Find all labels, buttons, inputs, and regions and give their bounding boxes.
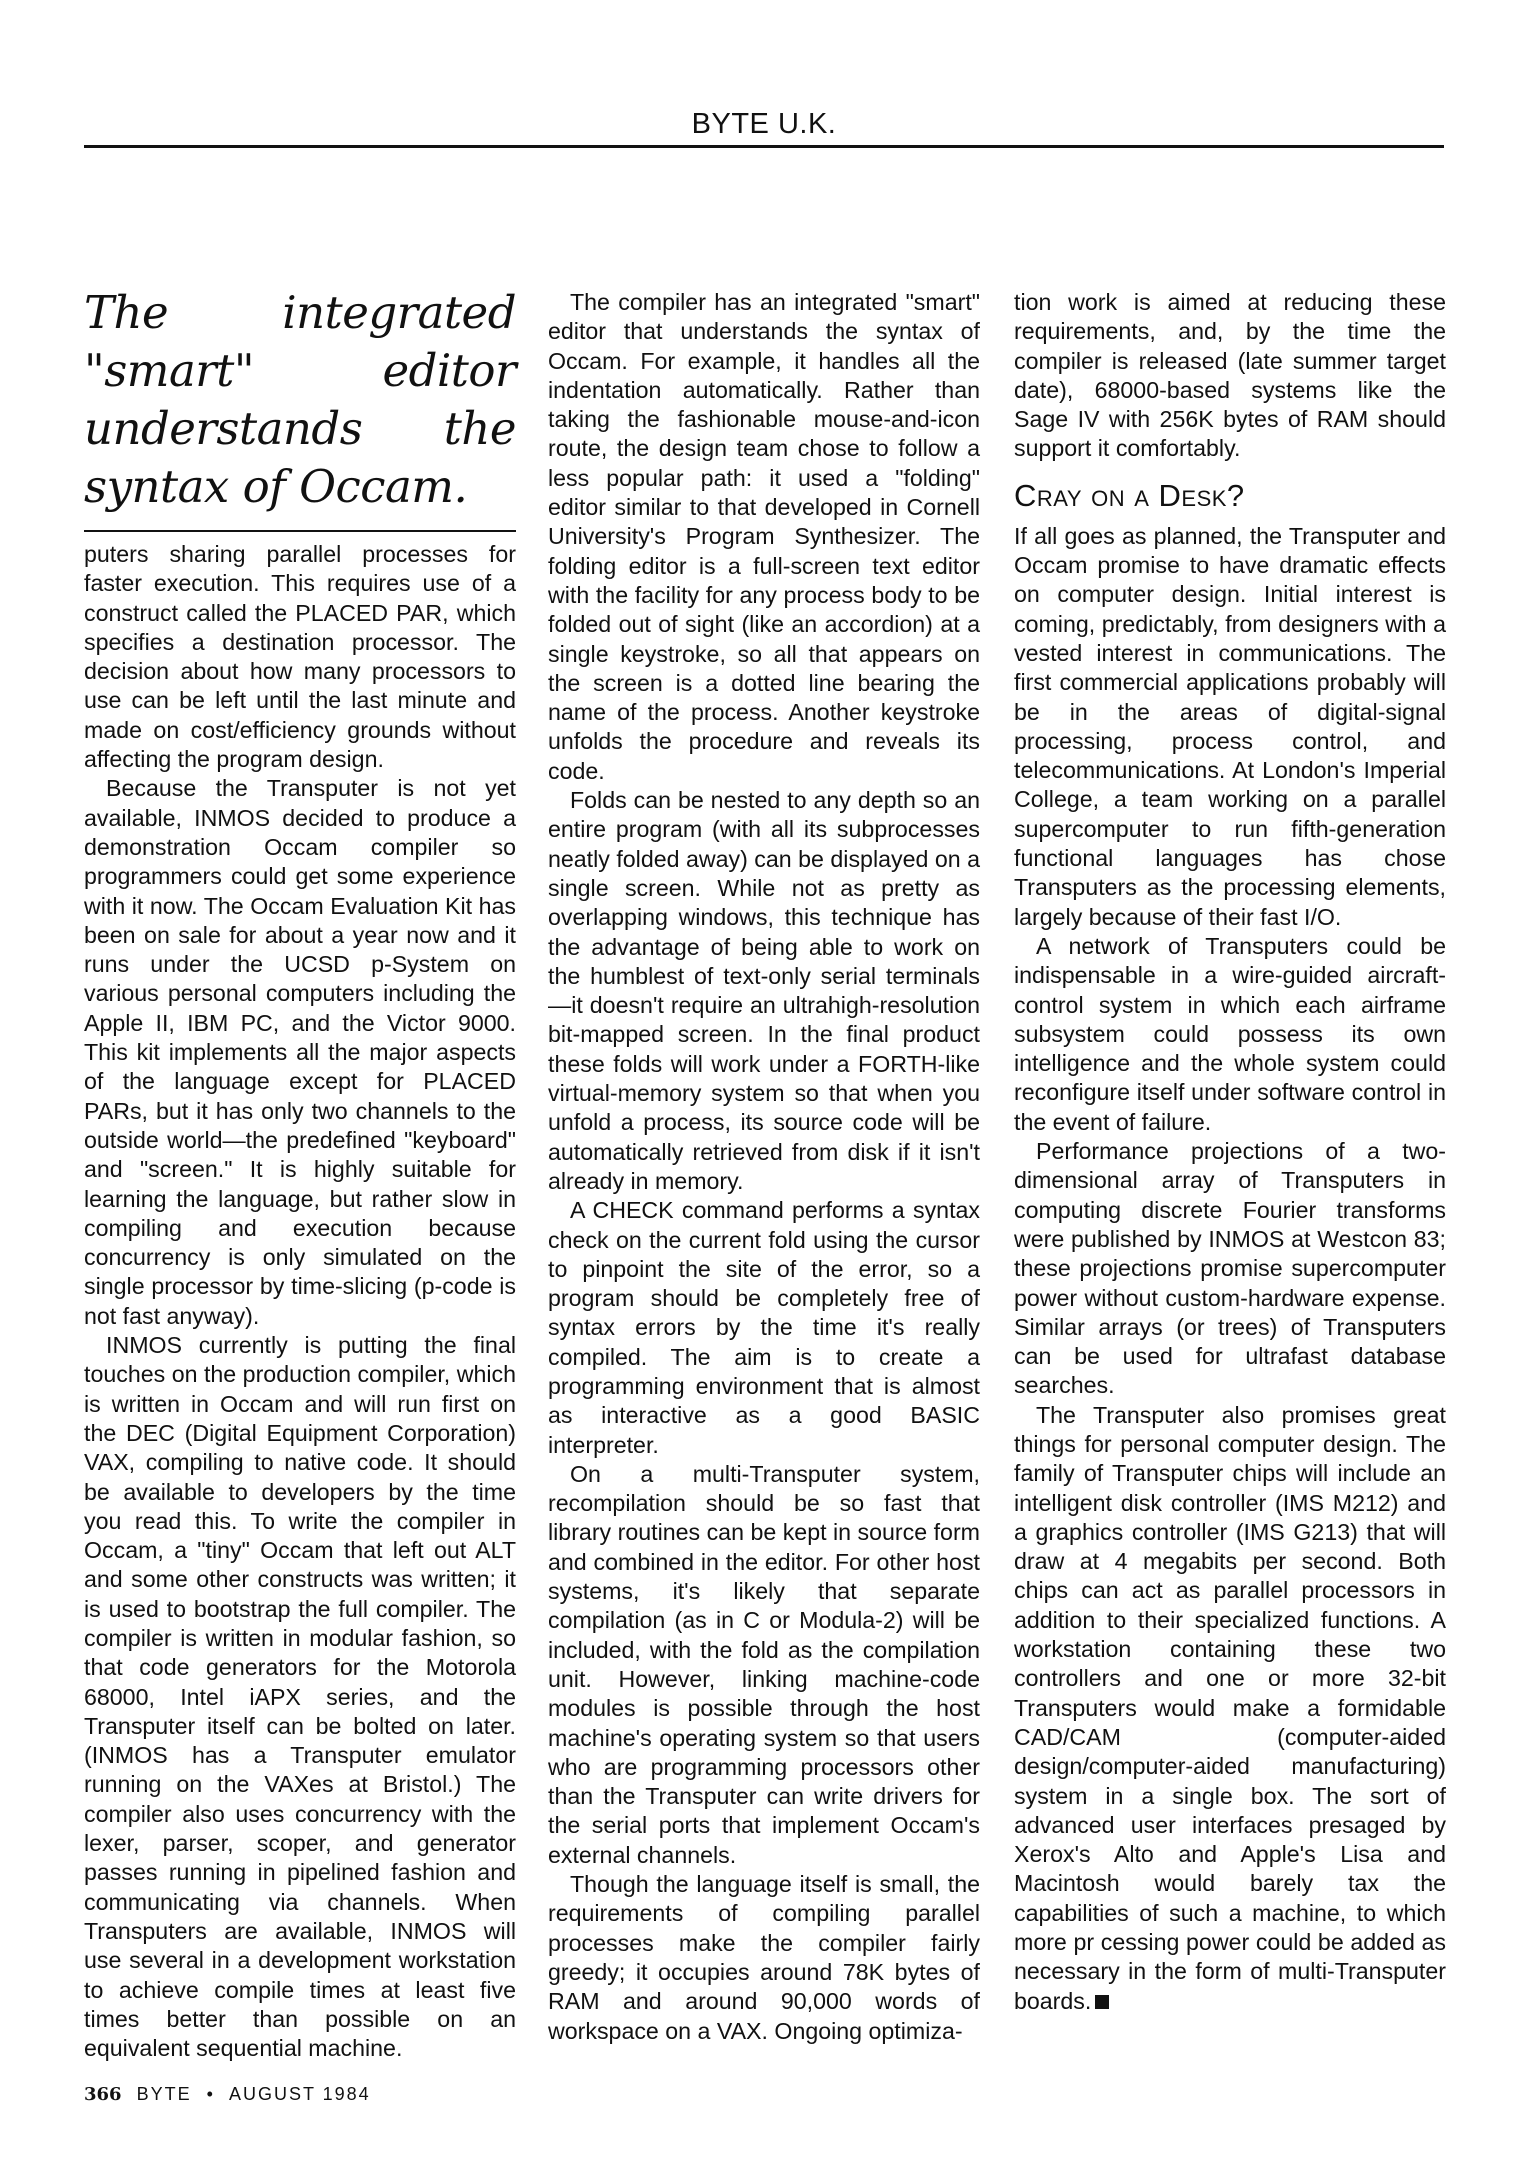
- end-of-article-icon: [1095, 1995, 1109, 2009]
- header-rule: [84, 145, 1444, 148]
- paragraph-text: The Transputer also promises great things for personal computer design. The family of Transputer chips will include an intelligent disk controller (IMS M212) and a graphics controller (IMS G213) that will draw at 4 megabits per second. Both chips can act as parallel processors in addition to their specialized functions. A workstation containing these two controllers and one or more 32-bit Transputers would make a formidable CAD/CAM (computer-aided design/computer-aided manufacturing) system in a single box. The sort of advanced user interfaces presaged by Xerox's Alto and Apple's Lisa and Macintosh would barely tax the capabilities of such a machine, to which more pr cessing power could be added as necessary in the form of multi-Transputer boards.: [1014, 1401, 1446, 2014]
- column-3: [1014, 288, 1446, 2016]
- column-1: [84, 284, 516, 2063]
- section-subhead: Cray on a Desk?: [1014, 477, 1245, 513]
- running-header: BYTE U.K.: [691, 108, 837, 140]
- paragraph: A network of Transputers could be indispensable in a wire-guided aircraft-control system in which each airframe subsystem could possess its own intelligence and the whole system could reconfigure itself under software control in the event of failure.: [1014, 932, 1446, 1135]
- magazine-name: BYTE: [136, 2084, 192, 2104]
- paragraph: puters sharing parallel processes for faster execution. This requires use of a construct called the PLACED PAR, which specifies a destination processor. The decision about how many processors to use can be left until the last minute and made on cost/efficiency grounds without affecting the program design.: [84, 541, 516, 773]
- issue-date: AUGUST 1984: [228, 2084, 371, 2104]
- footer-separator: •: [206, 2084, 215, 2104]
- paragraph: tion work is aimed at reducing these requirements, and, by the time the compiler is released (late summer target date), 68000-based systems like the Sage IV with 256K bytes of RAM should support it comfortably.: [1014, 289, 1446, 462]
- pull-quote: The integrated "smart" editor understands the syntax of Occam.: [84, 284, 516, 532]
- paragraph: Because the Transputer is not yet available, INMOS decided to produce a demonstration Occam compiler so programmers could get some experience with it now. The Occam Evaluation Kit has been on sale for about a year now and it runs under the UCSD p-System on various personal computers including the Apple II, IBM PC, and the Victor 9000. This kit implements all the major aspects of the language except for PLACED PARs, but it has only two channels to the outside world—the predefined "keyboard" and "screen." It is highly suitable for learning the language, but rather slow in compiling and execution because concurrency is only simulated on the single processor by time-slicing (p-code is not fast anyway).: [84, 775, 516, 1329]
- paragraph: On a multi-Transputer system, recompilation should be so fast that library routines can be kept in source form and combined in the editor. For other host systems, it's likely that separate compilation (as in C or Modula-2) will be included, with the fold as the compilation unit. However, linking machine-code modules is possible through the host machine's operating system so that users who are programming processors other than the Transputer can write drivers for the serial ports that implement Occam's external channels.: [548, 1460, 980, 1868]
- paragraph: Performance projections of a two-dimensional array of Transputers in computing discrete Fourier transforms were published by INMOS at Westcon 83; these projections promise supercomputer power without custom-hardware expense. Similar arrays (or trees) of Transputers can be used for ultrafast database searches.: [1014, 1138, 1446, 1399]
- paragraph: A CHECK command performs a syntax check on the current fold using the cursor to pinpoint the site of the error, so a program should be completely free of syntax errors by the time it's really compiled. The aim is to create a programming environment that is almost as interactive as a good BASIC interpreter.: [548, 1197, 980, 1458]
- page-number: 366: [84, 2084, 122, 2105]
- column-2: [548, 288, 980, 2046]
- paragraph: INMOS currently is putting the final touches on the production compiler, which is written in Occam and will run first on the DEC (Digital Equipment Corporation) VAX, compiling to native code. It should be available to developers by the time you read this. To write the compiler in Occam, a "tiny" Occam that left out ALT and some other constructs was written; it is used to bootstrap the full compiler. The compiler is written in modular fashion, so that code generators for the Motorola 68000, Intel iAPX series, and the Transputer itself can be bolted on later. (INMOS has a Transputer emulator running on the VAXes at Bristol.) The compiler also uses concurrency with the lexer, parser, scoper, and generator passes running in pipelined fashion and communicating via channels. When Transputers are available, INMOS will use several in a development workstation to achieve compile times at least five times better than possible on an equivalent sequential machine.: [84, 1332, 516, 2062]
- paragraph: Folds can be nested to any depth so an entire program (with all its subprocesses neatly folded away) can be displayed on a single screen. While not as pretty as overlapping windows, this technique has the advantage of being able to work on the humblest of text-only serial terminals—it doesn't require an ultrahigh-resolution bit-mapped screen. In the final product these folds will work under a FORTH-like virtual-memory system so that when you unfold a process, its source code will be automatically retrieved from disk if it isn't already in memory.: [548, 787, 980, 1194]
- paragraph: If all goes as planned, the Transputer and Occam promise to have dramatic effects on computer design. Initial interest is coming, predictably, from designers with a vested interest in communications. The first commercial applications probably will be in the areas of digital-signal processing, process control, and telecommunications. At London's Imperial College, a team working on a parallel supercomputer to run fifth-generation functional languages has chose Transputers as the processing elements, largely because of their fast I/O.: [1014, 522, 1446, 930]
- paragraph-last: [1014, 1401, 1446, 2016]
- paragraph: Though the language itself is small, the requirements of compiling parallel processes make the compiler fairly greedy; it occupies around 78K bytes of RAM and around 90,000 words of workspace on a VAX. Ongoing optimiza-: [548, 1871, 980, 2044]
- page-footer: [84, 2084, 371, 2105]
- paragraph: The compiler has an integrated "smart" editor that understands the syntax of Occam. For example, it handles all the indentation automatically. Rather than taking the fashionable mouse-and-icon route, the design team chose to follow a less popular path: it used a "folding" editor similar to that developed in Cornell University's Program Synthesizer. The folding editor is a full-screen text editor with the facility for any process body to be folded out of sight (like an accordion) at a single keystroke, so all that appears on the screen is a dotted line bearing the name of the process. Another keystroke unfolds the procedure and reveals its code.: [548, 289, 980, 784]
